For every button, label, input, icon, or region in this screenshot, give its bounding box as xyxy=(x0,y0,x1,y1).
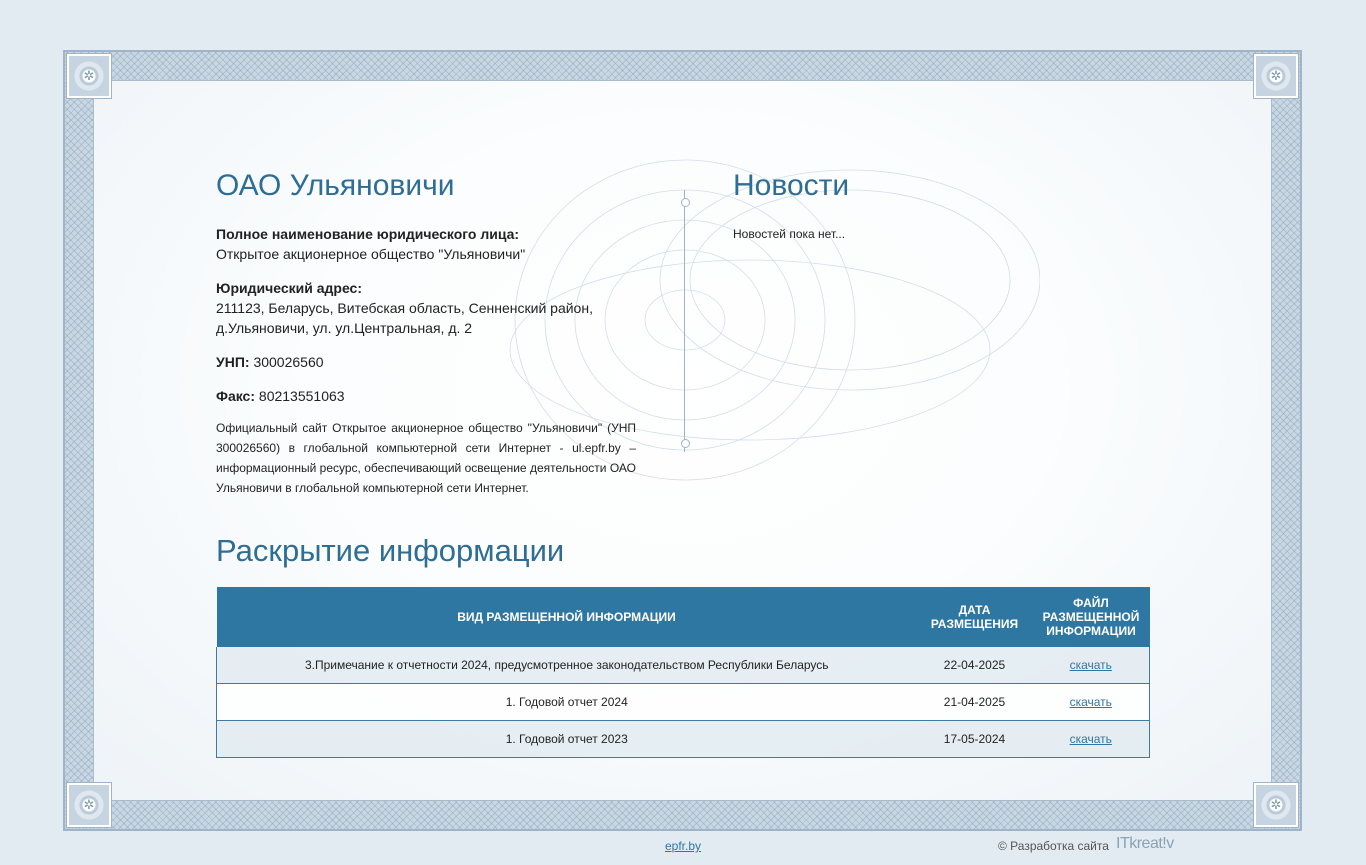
row-info-name: 1. Годовой отчет 2023 xyxy=(217,721,917,758)
disclosure-table xyxy=(216,587,1150,758)
address-value: 211123, Беларусь, Витебская область, Сенненский район, д.Ульяновичи, ул. ул.Центральная, д. 2 xyxy=(216,300,593,336)
header-date: ДАТА РАЗМЕЩЕНИЯ xyxy=(917,587,1033,647)
row-date: 17-05-2024 xyxy=(917,721,1033,758)
row-date: 22-04-2025 xyxy=(917,647,1033,684)
corner-ornament-icon: ✲ xyxy=(67,54,111,98)
unp-value: 300026560 xyxy=(253,354,324,370)
row-date: 21-04-2025 xyxy=(917,684,1033,721)
epfr-site-link[interactable]: epfr.by xyxy=(665,839,702,853)
news-title: Новости xyxy=(733,169,850,202)
row-file-cell xyxy=(1033,721,1150,758)
unp-label: УНП: xyxy=(216,354,250,370)
table-row xyxy=(217,647,1150,684)
address-field xyxy=(216,278,636,338)
download-link[interactable]: скачать xyxy=(1069,658,1112,672)
table-row xyxy=(217,721,1150,758)
download-link[interactable]: скачать xyxy=(1069,732,1112,746)
row-file-cell xyxy=(1033,684,1150,721)
full-name-field xyxy=(216,224,636,264)
header-file: ФАЙЛ РАЗМЕЩЕННОЙ ИНФОРМАЦИИ xyxy=(1033,587,1150,647)
unp-field xyxy=(216,352,636,372)
row-file-cell xyxy=(1033,647,1150,684)
corner-ornament-icon: ✲ xyxy=(1254,54,1298,98)
table-row xyxy=(217,684,1150,721)
full-name-label: Полное наименование юридического лица: xyxy=(216,226,520,242)
disclosure-title: Раскрытие информации xyxy=(216,533,565,568)
site-description: Официальный сайт Открытое акционерное общество "Ульяновичи" (УНП 300026560) в глобальной компьютерной сети Интернет - ul.epfr.by – информационный ресурс, обеспечивающий освещение деятельности ОАО Ульяновичи в глобальной компьютерной сети Интернет. xyxy=(216,421,636,495)
news-section xyxy=(733,168,1133,244)
download-link[interactable]: скачать xyxy=(1069,695,1112,709)
company-info xyxy=(216,168,636,498)
developer-credit: © Разработка сайта xyxy=(998,839,1109,853)
corner-ornament-icon: ✲ xyxy=(67,783,111,827)
fax-label: Факс: xyxy=(216,388,256,404)
row-info-name: 3.Примечание к отчетности 2024, предусмотренное законодательством Республики Беларусь xyxy=(217,647,917,684)
developer-logo[interactable]: ITkreat!v xyxy=(1116,835,1174,852)
news-empty-text: Новостей пока нет... xyxy=(733,227,846,241)
column-divider xyxy=(684,190,685,452)
row-info-name: 1. Годовой отчет 2024 xyxy=(217,684,917,721)
company-title: ОАО Ульяновичи xyxy=(216,169,455,202)
header-info-type: ВИД РАЗМЕЩЕННОЙ ИНФОРМАЦИИ xyxy=(217,587,917,647)
full-name-value: Открытое акционерное общество "Ульяновичи" xyxy=(216,246,526,262)
table-header-row xyxy=(217,587,1150,647)
fax-field xyxy=(216,386,636,406)
corner-ornament-icon: ✲ xyxy=(1254,783,1298,827)
address-label: Юридический адрес: xyxy=(216,280,362,296)
fax-value: 80213551063 xyxy=(258,388,345,404)
